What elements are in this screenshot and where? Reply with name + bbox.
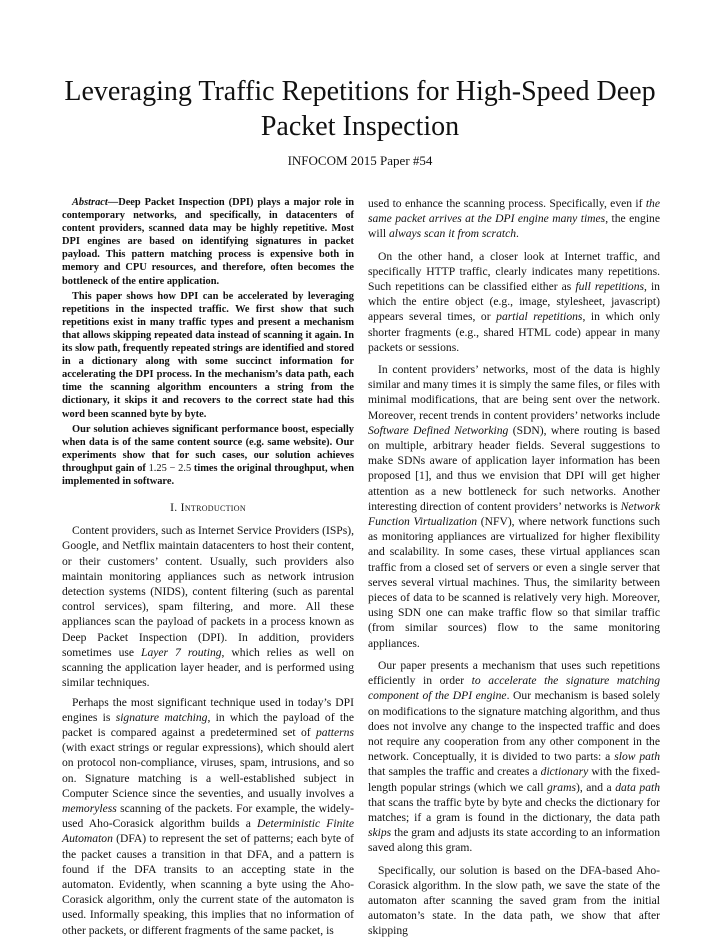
right-paragraph-2	[368, 249, 660, 355]
intro-paragraph-2	[62, 695, 354, 938]
abstract-paragraph-1	[62, 196, 354, 288]
text-span: scanning of the packets. For example, the widely-used Aho-Corasick algorithm builds a	[62, 801, 354, 831]
abstract-text-3a: Our solution achieves significant performance boost, especially when data is of the same content source (e.g. same website). Our experiments show that for such cases, our solution achieves throughput gain of	[62, 423, 354, 474]
emphasis-span: dictionary	[540, 765, 589, 779]
text-span: , in which only shorter fragments (e.g., shared HTML code) appear in many packets or sessions.	[368, 310, 661, 354]
text-span: .	[516, 227, 519, 241]
text-span: (NFV), where network functions such as monitoring appliances are virtualized for higher flexibility and scalability. In some cases, these virtual appliances scan traffic from a closed set of servers or even a single server that serves several virtual machines. Thus, the similarity between pieces of data to be scanned is relatively very high. Moreover, using SDN one can make traffic flow so that similar traffic (from similar sources) flow to the same monitoring appliances.	[368, 515, 660, 650]
emphasis-span: patterns	[315, 725, 354, 739]
text-span: (SDN), where routing is based on multiple, arbitrary header fields. Several suggestions to make SDNs aware of application layer information has been proposed [1], and thus we envision that DPI will get higher attention as a new bottleneck for such networks. Another interesting direction of content providers’ networks is	[368, 423, 660, 513]
section-number: I.	[170, 501, 178, 515]
left-column	[62, 196, 354, 942]
emphasis-span: partial repetitions	[496, 310, 583, 324]
emphasis-span: Layer 7 routing	[141, 645, 222, 659]
section-heading-introduction	[62, 500, 354, 515]
emphasis-span: Deterministic Finite Automaton	[62, 817, 354, 846]
emphasis-span: always scan it from scratch	[388, 227, 517, 241]
abstract-math: 1.25 − 2.5	[148, 462, 192, 474]
text-span: On the other hand, a closer look at Internet traffic, and specifically HTTP traffic, clearly indicates many repetitions. Such repetitions can be classified either as	[368, 249, 660, 294]
emphasis-span: signature matching	[115, 710, 208, 724]
emphasis-span: data path	[615, 780, 661, 794]
text-span: , the engine will	[368, 212, 660, 241]
emphasis-span: to accelerate the signature matching component of the DPI engine	[368, 674, 660, 703]
emphasis-span: slow path	[614, 750, 660, 764]
text-span: Content providers, such as Internet Service Providers (ISPs), Google, and Netflix maintain datacenters to host their content, or their customers’ content. Usually, such providers also maintain monitoring appliances such as network intrusion detection systems (NIDS), content filtering (such as parental control services), spam filtering, and more. All these appliances scan the payload of packets in a process known as Deep Packet Inspection (DPI). In addition, providers sometimes use	[62, 524, 354, 659]
text-span: Perhaps the most significant technique used in today’s DPI engines is	[62, 695, 354, 724]
abstract-paragraph-3	[62, 423, 354, 488]
text-span: with the fixed-length popular strings (which we call	[368, 765, 660, 794]
right-paragraph-3	[368, 362, 660, 651]
abstract	[62, 196, 354, 488]
abstract-paragraph-2: This paper shows how DPI can be accelerated by leveraging repetitions in the inspected traffic. We first show that such repetitions exist in many traffic types and present a mechanism that allows skipping repeated data instead of scanning it again. In its slow path, frequently repeated strings are identified and stored in a dictionary along with some succinct information for accelerating the DPI process. In the mechanism’s data path, each time the scanning algorithm encounters a string from the dictionary, it skips it and recovers to the correct state had this word been scanned byte by byte.	[62, 290, 354, 420]
text-span: In content providers’ networks, most of the data is highly similar and many times it is simply the same files, or files with minimal modifications, that are being sent over the network. Moreover, recent trends in content providers’ networks include	[368, 363, 660, 422]
text-span: that scans the traffic byte by byte and checks the dictionary for matches; if a gram is found in the dictionary, the data path	[368, 795, 660, 824]
emphasis-span: the same packet arrives at the DPI engine many times	[368, 197, 660, 226]
emphasis-span: full repetitions	[575, 280, 645, 294]
emphasis-span: memoryless	[62, 801, 117, 815]
text-span: , in which the entire object (e.g., image, stylesheet, javascript) appears several times, or	[368, 280, 660, 324]
text-span: the gram and adjusts its state according to an information saved along this gram.	[368, 826, 660, 855]
right-paragraph-1	[368, 196, 660, 242]
text-span: (DFA) to represent the set of patterns; each byte of the packet causes a transition in that DFA, and a pattern is found if the DFA transits to an accepting state in the automaton. Evidently, when scanning a byte using the Aho-Corasick algorithm, only the current state of the automaton is used. Informally speaking, this implies that no information of other packets, or different fragments of the same packet, is	[62, 832, 354, 937]
paper-title: Leveraging Traffic Repetitions for High-Speed Deep Packet Inspection	[64, 76, 656, 142]
abstract-text-1: Deep Packet Inspection (DPI) plays a major role in contemporary networks, and specifically, in datacenters of content providers, scanned data may be highly repetitive. Most DPI engines are based on identifying signatures in packet payload. This pattern matching process is expensive both in memory and CPU resources, and therefore, often becomes the bottleneck of the entire application.	[62, 197, 354, 287]
emphasis-span: skips	[368, 826, 392, 840]
abstract-label: Abstract	[72, 197, 108, 208]
paper-subtitle: INFOCOM 2015 Paper #54	[287, 153, 433, 168]
emphasis-span: grams	[546, 780, 576, 794]
emphasis-span: Network Function Virtualization	[368, 499, 660, 529]
section-title: Introduction	[180, 501, 246, 515]
text-span: used to enhance the scanning process. Specifically, even if	[368, 197, 646, 210]
emphasis-span: Software Defined Networking	[368, 423, 509, 437]
text-span: that samples the traffic and creates a	[368, 765, 541, 779]
intro-paragraph-1	[62, 523, 354, 690]
abstract-dash: —	[107, 197, 119, 208]
right-column	[368, 196, 660, 946]
text-span: (with exact strings or regular expressions), which should alert on protocol non-compliance, viruses, spam, intrusions, and so on. Signature matching is a well-established subject in Computer Science since the seventies, and usually involves a	[62, 741, 354, 800]
text-span: ), and a	[575, 780, 616, 794]
text-span: , which relies as well on scanning the application layer header, and is performed using similar techniques.	[62, 645, 355, 690]
text-span: , in which the payload of the packet is compared against a predetermined set of	[62, 710, 355, 739]
right-paragraph-4	[368, 658, 660, 856]
text-span: Our paper presents a mechanism that uses such repetitions efficiently in order	[368, 658, 660, 688]
right-paragraph-5: Specifically, our solution is based on the DFA-based Aho-Corasick algorithm. In the slow path, we save the state of the automaton after scanning the saved gram from the initial automaton’s state. In the data path, we show that after skipping	[368, 863, 660, 938]
text-span: . Our mechanism is based solely on modifications to the signature matching algorithm, and thus does not involve any change to the inspected traffic and does not require any cooperation from any other component in the network. Conceptually, it is divided to two parts: a	[368, 689, 660, 764]
abstract-text-3b: times the original throughput, when implemented in software.	[62, 462, 354, 487]
